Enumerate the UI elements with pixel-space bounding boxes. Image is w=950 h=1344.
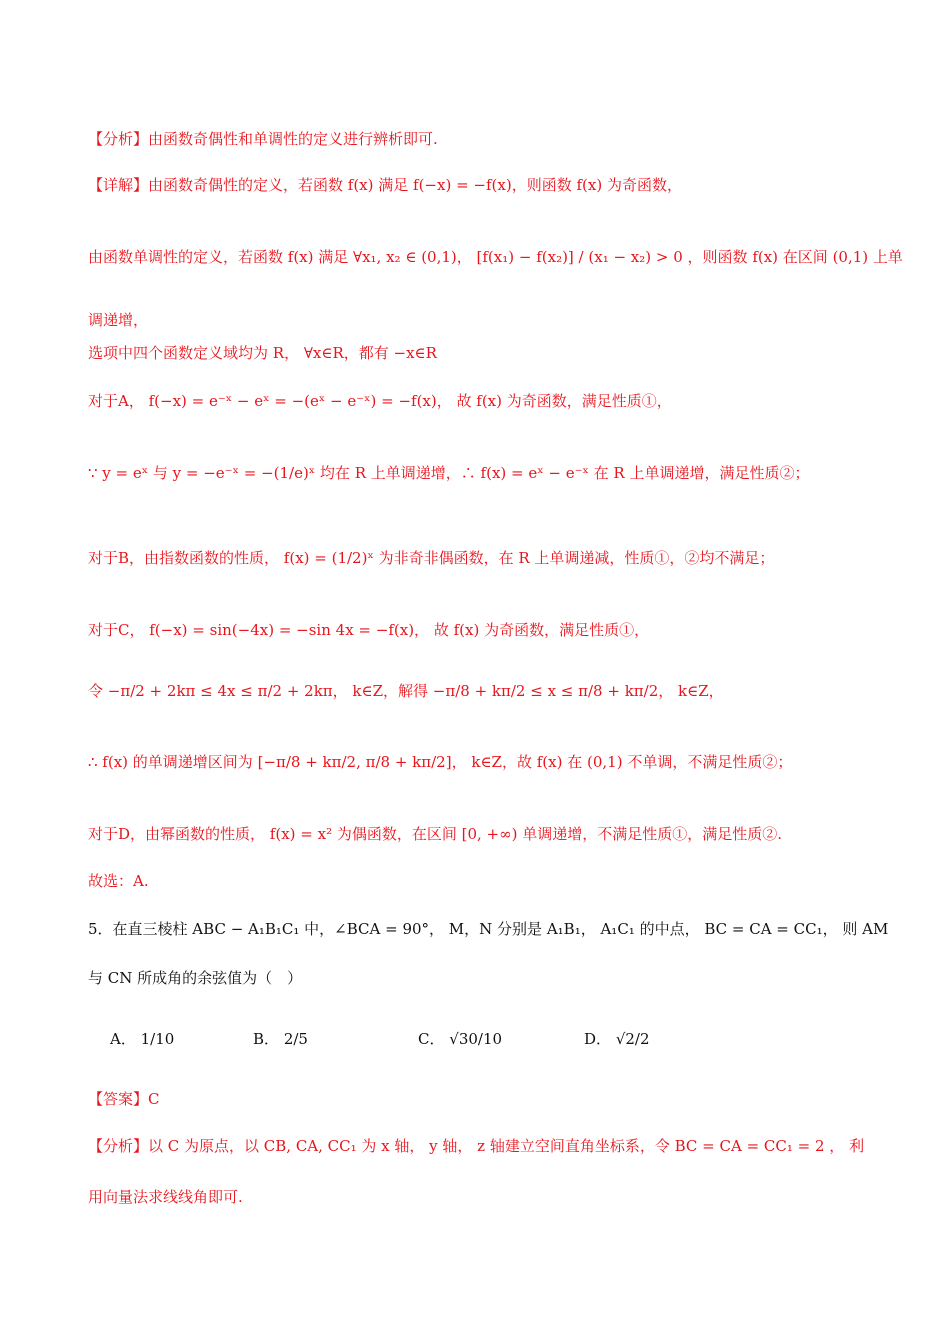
- option-d-analysis: 对于D，由幂函数的性质， f(x) = x² 为偶函数，在区间 [0, +∞) 单调递增，不满足性质①，满足性质②.: [88, 825, 783, 843]
- option-a[interactable]: [110, 1028, 174, 1049]
- option-a-monotonic: ∵ y = eˣ 与 y = −e⁻ˣ = −(1/e)ˣ 均在 R 上单调递增，∴ f(x) = eˣ − e⁻ˣ 在 R 上单调递增，满足性质②；: [88, 464, 810, 482]
- option-a-label: A．: [110, 1030, 136, 1048]
- option-c-label: C．: [418, 1030, 445, 1048]
- option-a-analysis: 对于A， f(−x) = e⁻ˣ − eˣ = −(eˣ − e⁻ˣ) = −f(x)， 故 f(x) 为奇函数，满足性质①，: [88, 392, 672, 410]
- detail-line-4: 选项中四个函数定义域均为 R， ∀x∈R，都有 −x∈R: [88, 344, 437, 362]
- question-5-stem: 5．在直三棱柱 ABC − A₁B₁C₁ 中，∠BCA = 90°， M，N 分别是 A₁B₁， A₁C₁ 的中点， BC = CA = CC₁， 则 AM: [88, 920, 889, 938]
- detail-line-3: 调递增，: [88, 311, 149, 329]
- option-d[interactable]: [584, 1028, 650, 1049]
- analysis-line-1: 【分析】由函数奇偶性和单调性的定义进行辨析即可.: [88, 130, 438, 148]
- option-b[interactable]: [253, 1028, 308, 1049]
- option-d-label: D．: [584, 1030, 612, 1048]
- option-c-analysis: 对于C， f(−x) = sin(−4x) = −sin 4x = −f(x)， 故 f(x) 为奇函数，满足性质①，: [88, 621, 650, 639]
- analysis-line-2: 【分析】以 C 为原点，以 CB, CA, CC₁ 为 x 轴， y 轴， z 轴建立空间直角坐标系，令 BC = CA = CC₁ = 2 ， 利: [88, 1137, 865, 1155]
- option-b-label: B．: [253, 1030, 280, 1048]
- question-5-stem-cont: 与 CN 所成角的余弦值为（ ）: [88, 969, 303, 987]
- option-c-interval: ∴ f(x) 的单调递增区间为 [−π/8 + kπ/2, π/8 + kπ/2]， k∈Z，故 f(x) 在 (0,1) 不单调，不满足性质②；: [88, 753, 793, 771]
- answer-choice: 故选：A.: [88, 872, 149, 890]
- option-d-value: √2/2: [615, 1030, 650, 1048]
- answer-line: 【答案】C: [88, 1090, 160, 1108]
- option-c[interactable]: [418, 1028, 502, 1049]
- analysis-line-3: 用向量法求线线角即可.: [88, 1188, 243, 1206]
- option-c-value: √30/10: [449, 1030, 503, 1048]
- option-c-inequality: 令 −π/2 + 2kπ ≤ 4x ≤ π/2 + 2kπ， k∈Z，解得 −π/8 + kπ/2 ≤ x ≤ π/8 + kπ/2， k∈Z，: [88, 682, 724, 700]
- option-b-analysis: 对于B，由指数函数的性质， f(x) = (1/2)ˣ 为非奇非偶函数，在 R 上单调递减，性质①，②均不满足；: [88, 549, 775, 567]
- option-a-value: 1/10: [140, 1030, 175, 1048]
- detail-line-2: 由函数单调性的定义，若函数 f(x) 满足 ∀x₁, x₂ ∈ (0,1)， [f(x₁) − f(x₂)] / (x₁ − x₂) > 0 ，则函数 f(x) 在区间 (0,1) 上单: [88, 248, 903, 266]
- detail-line-1: 【详解】由函数奇偶性的定义，若函数 f(x) 满足 f(−x) = −f(x)，则函数 f(x) 为奇函数，: [88, 176, 682, 194]
- option-b-value: 2/5: [283, 1030, 308, 1048]
